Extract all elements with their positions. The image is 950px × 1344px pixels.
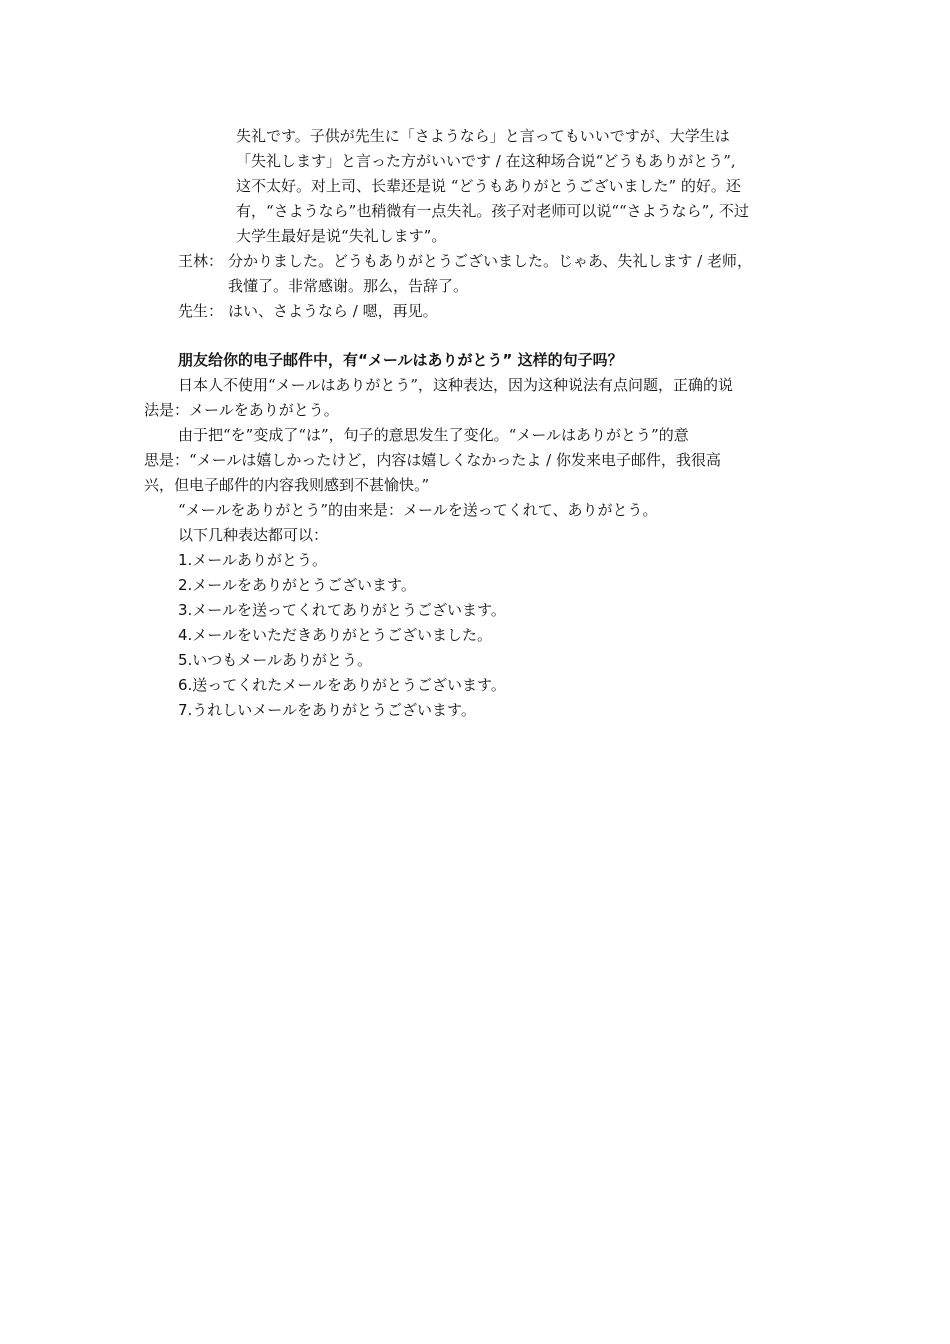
list-item: 5.いつもメールありがとう。 [178, 651, 373, 669]
text-line: 法是：メールをありがとう。 [144, 401, 339, 419]
text-line: 「失礼します」と言った方がいいです / 在这种场合说“どうもありがとう”, [236, 152, 736, 170]
list-item: 6.送ってくれたメールをありがとうございます。 [178, 676, 506, 694]
text-line: はい、さようなら / 嗯，再见。 [228, 302, 438, 320]
text-line: “メールをありがとう”的由来是：メールを送ってくれて、ありがとう。 [178, 501, 658, 519]
text-line: 我懂了。非常感谢。那么，告辞了。 [228, 277, 469, 295]
list-item: 4.メールをいただきありがとうございました。 [178, 626, 493, 644]
text-line: 分かりました。どうもありがとうございました。じゃあ、失礼します / 老师， [228, 252, 752, 270]
section-heading: 朋友给你的电子邮件中，有“メールはありがとう” 这样的句子吗？ [178, 351, 623, 369]
speaker-label: 王林： [178, 252, 224, 270]
list-item: 7.うれしいメールをありがとうございます。 [178, 701, 476, 719]
text-line: 以下几种表达都可以： [178, 526, 329, 544]
text-line: 兴，但电子邮件的内容我则感到不甚愉快。” [144, 476, 430, 494]
list-item: 3.メールを送ってくれてありがとうございます。 [178, 601, 506, 619]
text-line: 这不太好。对上司、长辈还是说 “どうもありがとうございました” 的好。还 [236, 177, 741, 195]
list-item: 2.メールをありがとうございます。 [178, 576, 416, 594]
text-line: 有，“さようなら”也稍微有一点失礼。孩子对老师可以说““さようなら”, 不过 [236, 202, 749, 220]
text-line: 大学生最好是说“失礼します”。 [236, 227, 447, 245]
text-line: 由于把“を”变成了“は”，句子的意思发生了变化。“メールはありがとう”的意 [178, 426, 689, 444]
text-line: 失礼です。子供が先生に「さようなら」と言ってもいいですが、大学生は [236, 127, 730, 145]
text-line: 思是：“メールは嬉しかったけど，内容は嬉しくなかったよ / 你发来电子邮件，我很高 [144, 451, 721, 469]
text-line: 日本人不使用“メールはありがとう”，这种表达，因为这种说法有点问题，正确的说 [178, 376, 734, 394]
list-item: 1.メールありがとう。 [178, 551, 328, 569]
speaker-label: 先生： [178, 302, 224, 320]
